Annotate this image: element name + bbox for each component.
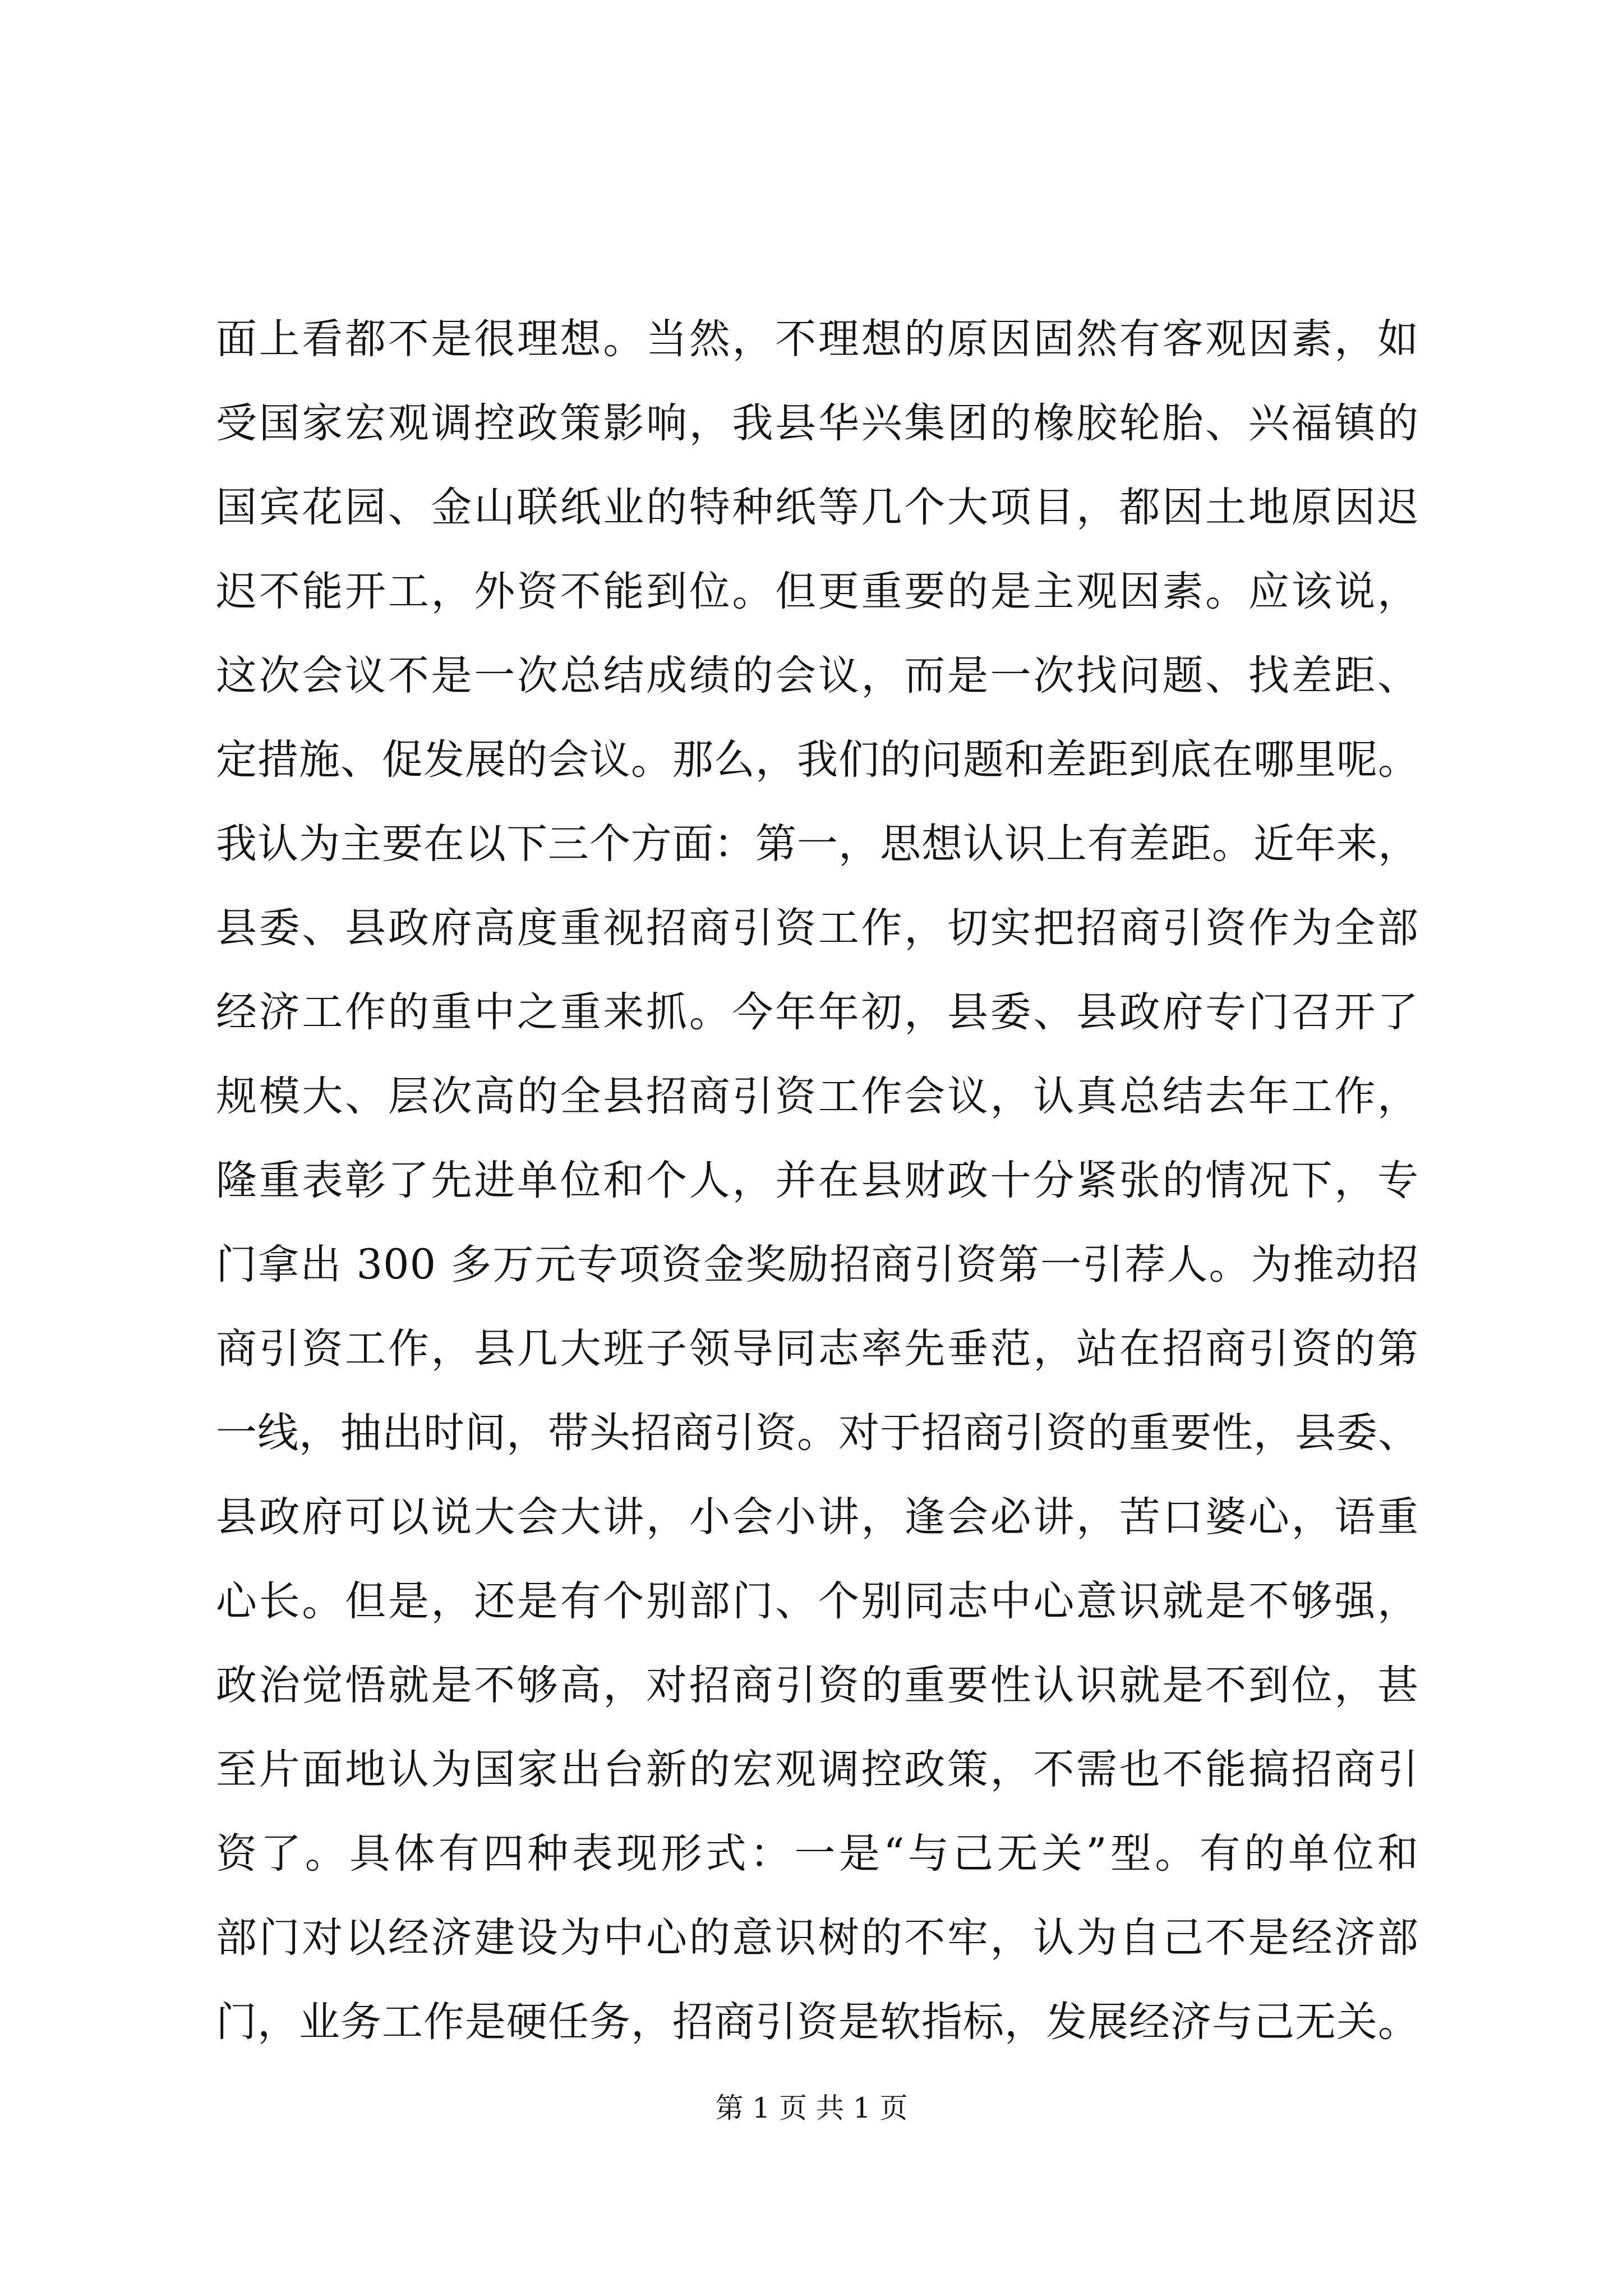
text-line: 受国家宏观调控政策影响，我县华兴集团的橡胶轮胎、兴福镇的 — [216, 399, 1419, 447]
text-line: 门拿出 300 多万元专项资金奖励招商引资第一引荐人。为推动招 — [216, 1241, 1419, 1289]
text-line: 这次会议不是一次总结成绩的会议，而是一次找问题、找差距、 — [216, 652, 1419, 700]
page-number-footer: 第 1 页 共 1 页 — [715, 2092, 908, 2124]
text-line: 商引资工作，县几大班子领导同志率先垂范，站在招商引资的第 — [216, 1325, 1419, 1373]
text-line: 县政府可以说大会大讲，小会小讲，逢会必讲，苦口婆心，语重 — [216, 1493, 1419, 1541]
text-line: 规模大、层次高的全县招商引资工作会议，认真总结去年工作， — [216, 1073, 1419, 1120]
text-line: 部门对以经济建设为中心的意识树的不牢，认为自己不是经济部 — [216, 1914, 1419, 1962]
text-line: 心长。但是，还是有个别部门、个别同志中心意识就是不够强， — [216, 1577, 1419, 1625]
text-line: 至片面地认为国家出台新的宏观调控政策，不需也不能搞招商引 — [216, 1746, 1419, 1793]
text-line: 门，业务工作是硬任务，招商引资是软指标，发展经济与己无关。 — [216, 1998, 1419, 2046]
text-line: 资了。具体有四种表现形式：一是“与己无关”型。有的单位和 — [216, 1830, 1419, 1878]
text-line: 县委、县政府高度重视招商引资工作，切实把招商引资作为全部 — [216, 904, 1419, 952]
text-line: 一线，抽出时间，带头招商引资。对于招商引资的重要性，县委、 — [216, 1409, 1419, 1457]
text-line: 定措施、促发展的会议。那么，我们的问题和差距到底在哪里呢。 — [216, 736, 1419, 784]
text-line: 迟不能开工，外资不能到位。但更重要的是主观因素。应该说， — [216, 568, 1419, 615]
text-line: 经济工作的重中之重来抓。今年年初，县委、县政府专门召开了 — [216, 988, 1419, 1036]
text-line: 我认为主要在以下三个方面：第一，思想认识上有差距。近年来， — [216, 820, 1419, 868]
text-line: 政治觉悟就是不够高，对招商引资的重要性认识就是不到位，甚 — [216, 1662, 1419, 1709]
body-paragraph — [216, 297, 1419, 2064]
text-line: 面上看都不是很理想。当然，不理想的原因固然有客观因素，如 — [216, 315, 1419, 363]
text-line: 国宾花园、金山联纸业的特种纸等几个大项目，都因土地原因迟 — [216, 484, 1419, 531]
text-line: 隆重表彰了先进单位和个人，并在县财政十分紧张的情况下，专 — [216, 1157, 1419, 1204]
